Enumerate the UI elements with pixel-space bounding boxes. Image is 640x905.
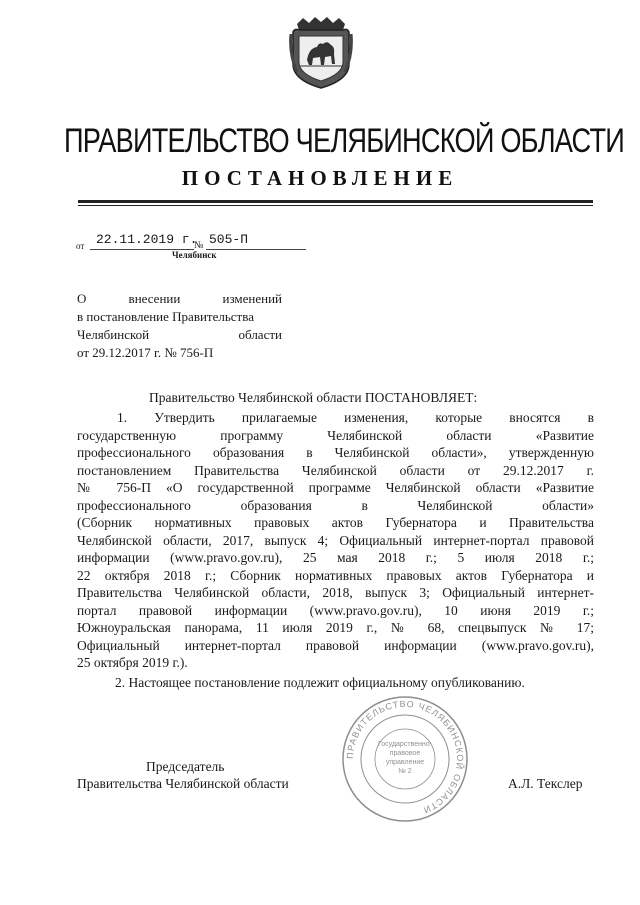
signatory-name: А.Л. Текслер bbox=[508, 776, 583, 791]
city-label: Челябинск bbox=[172, 250, 217, 260]
stamp-inner-line: № 2 bbox=[398, 768, 412, 775]
subject-line: от 29.12.2017 г. № 756-П bbox=[77, 345, 214, 360]
subject-line: О внесении изменений bbox=[77, 291, 282, 306]
clause-line: № 756-П «О государственной программе Челябинской области «Развитие bbox=[77, 480, 594, 495]
clause-line: (Сборник нормативных правовых актов Губернатора и Правительства bbox=[77, 515, 594, 530]
clause-line: государственную программу Челябинской области «Развитие bbox=[77, 427, 594, 443]
clause-line: профессионального образования в Челябинской области», утвержденную bbox=[77, 445, 594, 460]
clause-line: профессионального образования в Челябинской области» bbox=[77, 497, 594, 513]
signatory-title-line-2: Правительства Челябинской области bbox=[77, 776, 289, 791]
header-divider-thin bbox=[78, 205, 593, 206]
government-title: ПРАВИТЕЛЬСТВО ЧЕЛЯБИНСКОЙ ОБЛАСТИ bbox=[64, 122, 625, 160]
signatory-title-line-1: Председатель bbox=[146, 759, 225, 774]
stamp-inner-line: правовое bbox=[389, 750, 421, 757]
document-type-heading: ПОСТАНОВЛЕНИЕ bbox=[181, 166, 459, 190]
document-number: 505-П bbox=[209, 232, 249, 247]
document-date: 22.11.2019 г. bbox=[96, 232, 198, 247]
clause-line: постановлением Правительства Челябинской области от 29.12.2017 г. bbox=[77, 462, 594, 478]
stamp-inner-line: Государственно- bbox=[377, 741, 433, 748]
clause-1 bbox=[77, 409, 594, 672]
stamp-inner-line: управление bbox=[385, 759, 425, 766]
subject-line: Челябинской области bbox=[77, 327, 282, 342]
subject-line: в постановление Правительства bbox=[77, 309, 254, 324]
header-divider-thick bbox=[78, 200, 593, 203]
clause-line: портал правовой информации (www.pravo.gov.ru), 10 июня 2019 г.; bbox=[77, 602, 594, 618]
clause-line: Челябинской области, 2017, выпуск 4; Официальный интернет-портал правовой bbox=[77, 532, 594, 548]
clause-line: 1. Утвердить прилагаемые изменения, которые вносятся в bbox=[117, 410, 594, 425]
official-stamp bbox=[340, 694, 470, 824]
clause-line: Правительства Челябинской области, 2018, выпуск 3; Официальный интернет- bbox=[77, 585, 594, 600]
clause-line: 25 октября 2019 г.). bbox=[77, 655, 188, 670]
number-underline bbox=[206, 249, 306, 250]
from-label: от bbox=[76, 241, 85, 251]
clause-line: Официальный интернет-портал правовой информации (www.pravo.gov.ru), bbox=[77, 637, 594, 653]
number-label: № bbox=[194, 240, 204, 251]
document-subject bbox=[77, 290, 282, 362]
clause-line: 22 октября 2018 г.; Сборник нормативных правовых актов Губернатора и bbox=[77, 567, 594, 583]
clause-line: информации (www.pravo.gov.ru), 25 мая 2018 г.; 5 июля 2018 г.; bbox=[77, 550, 594, 565]
coat-of-arms-icon bbox=[289, 14, 353, 90]
stamp-outer-text: ПРАВИТЕЛЬСТВО ЧЕЛЯБИНСКОЙ ОБЛАСТИ bbox=[344, 698, 466, 816]
clause-2: 2. Настоящее постановление подлежит официальному опубликованию. bbox=[115, 675, 525, 690]
clause-line: Южноуральская панорама, 11 июля 2019 г., № 68, спецвыпуск № 17; bbox=[77, 620, 594, 635]
decree-intro: Правительство Челябинской области ПОСТАНОВЛЯЕТ: bbox=[149, 390, 478, 405]
